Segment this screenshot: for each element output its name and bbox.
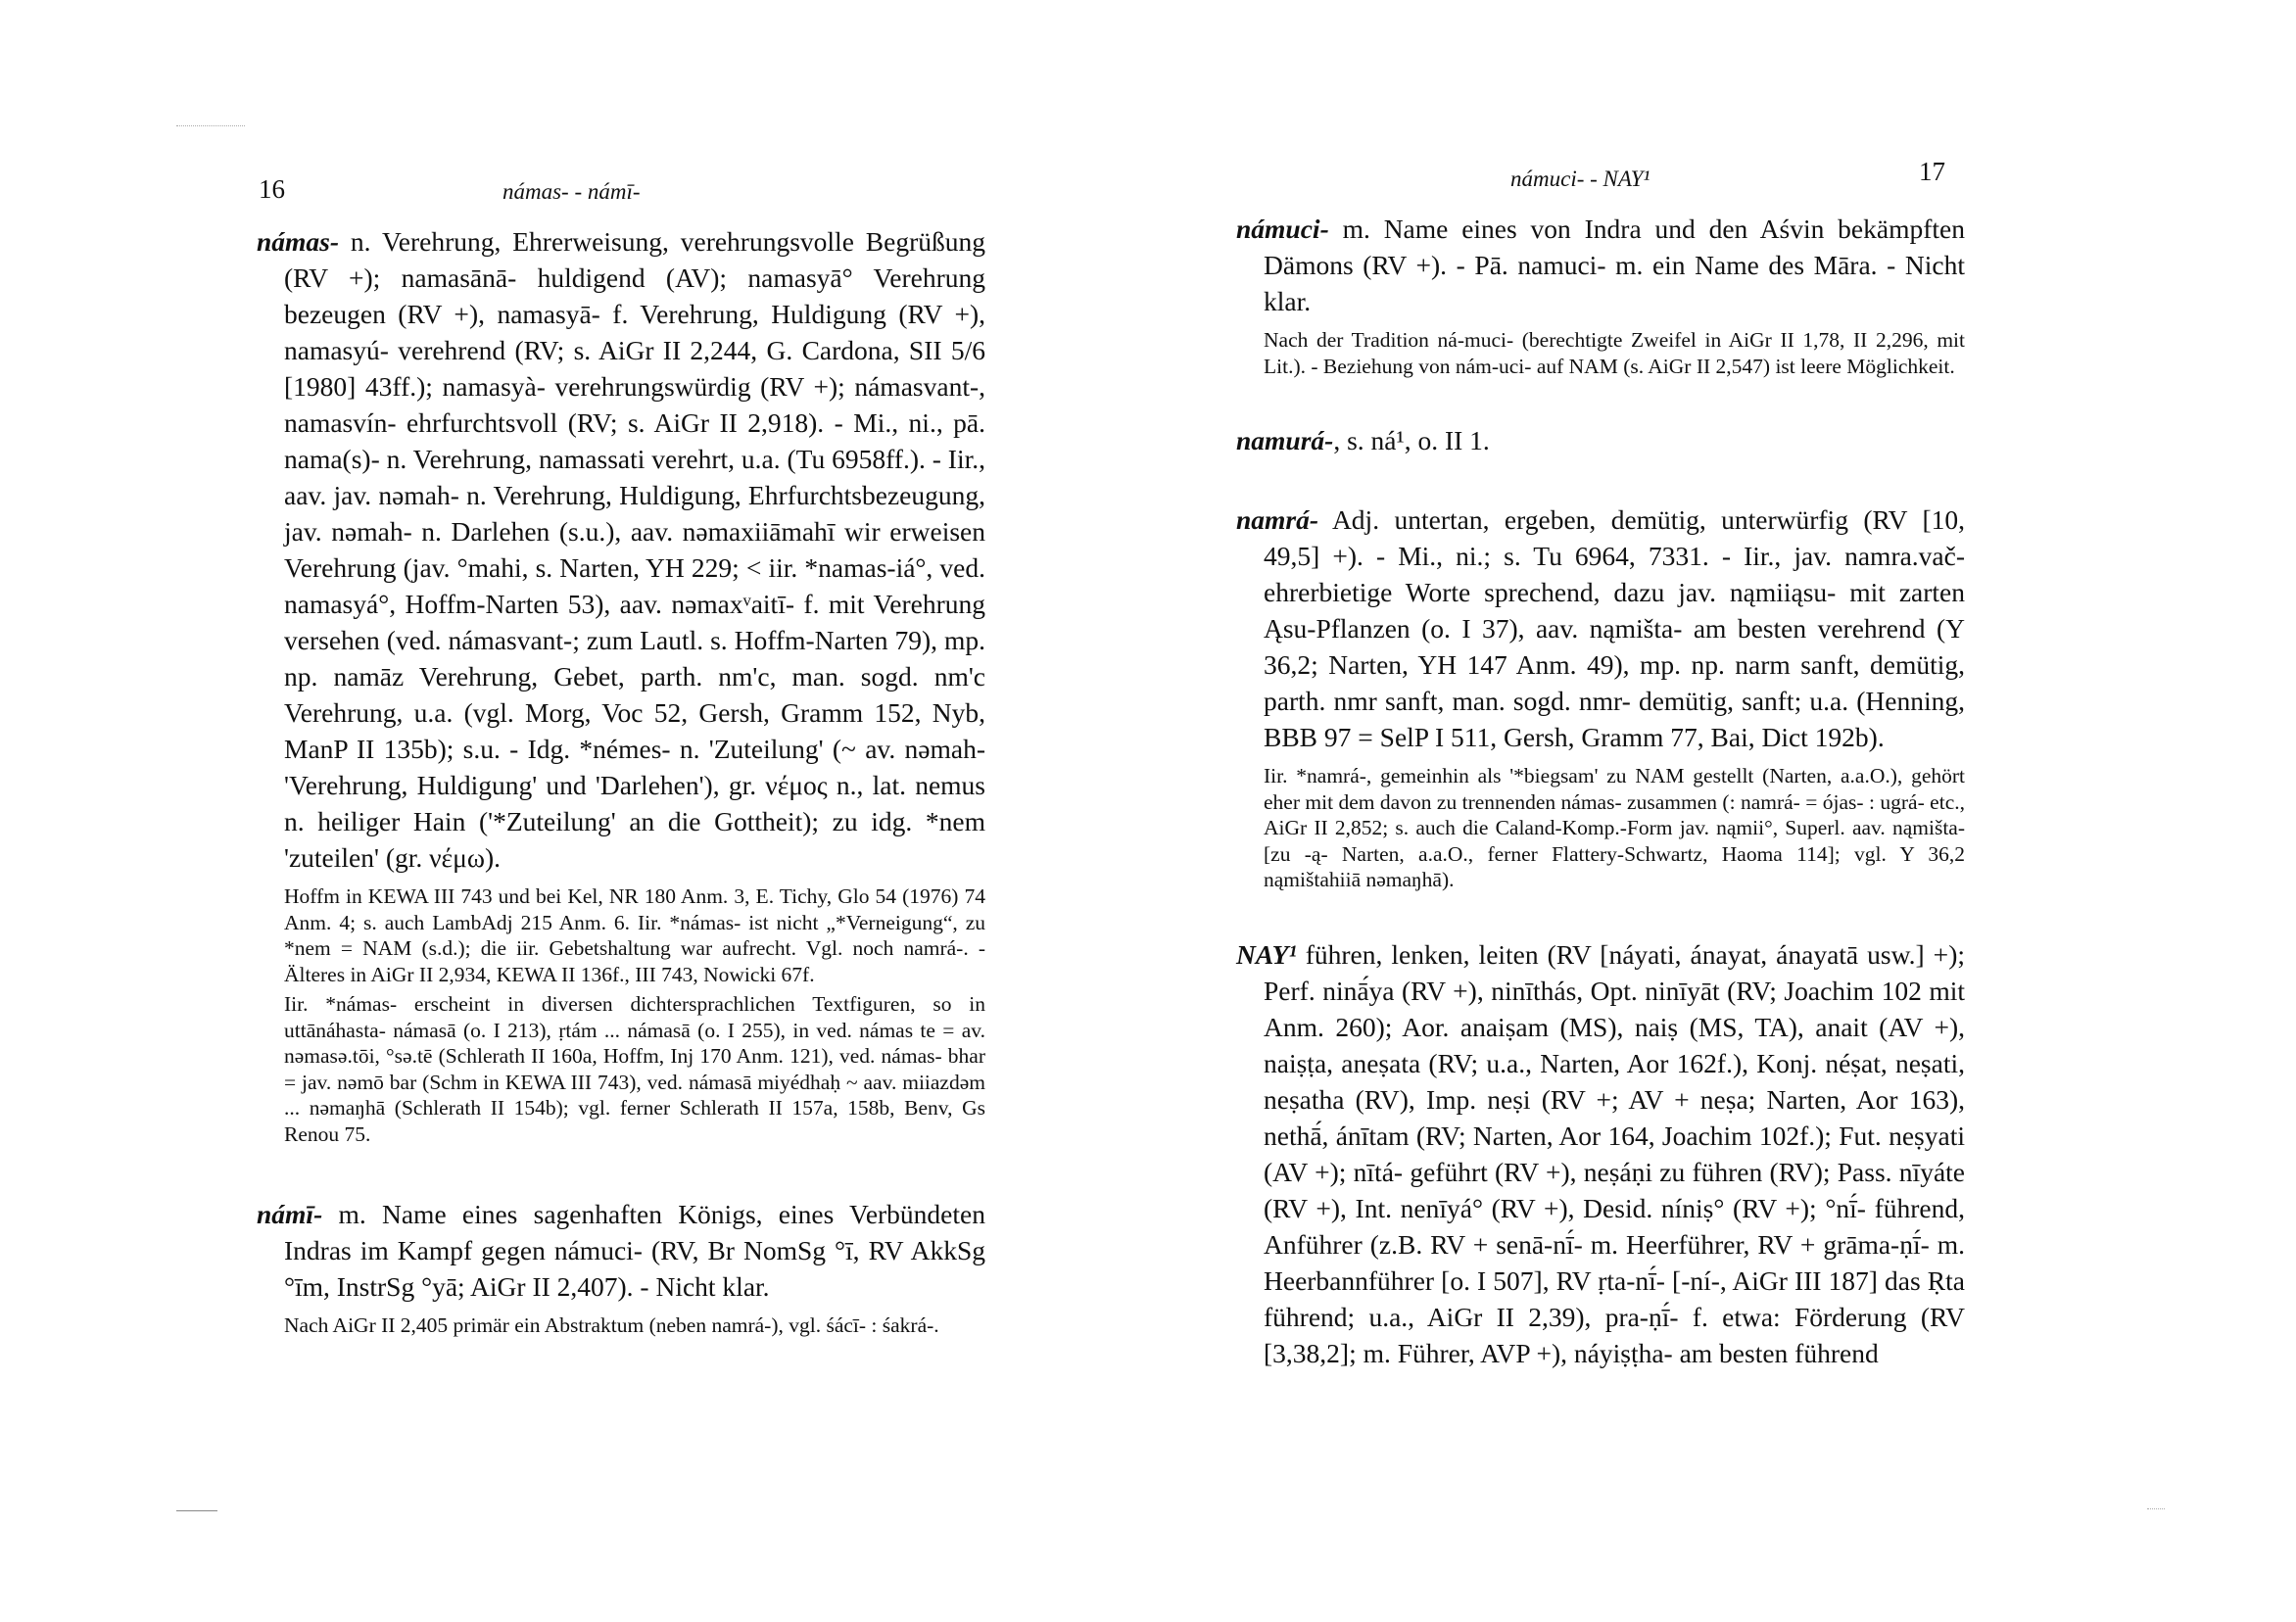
entry-nay <box>1236 936 1965 1371</box>
entry-body <box>1236 501 1965 755</box>
note: Hoffm in KEWA III 743 und bei Kel, NR 180 Anm. 3, E. Tichy, Glo 54 (1976) 74 Anm. 4; s. auch LambAdj 215 Anm. 6. Iir. *námas- ist nicht „*Verneigung“, zu *nem = NAM (s.d.); die iir. Gebetshaltung war aufrecht. Vgl. noch namrá-. - Älteres in AiGr II 2,934, KEWA II 136f., III 743, Nowicki 67f. <box>284 884 985 986</box>
note: Nach der Tradition ná-muci- (berechtigte Zweifel in AiGr II 1,78, II 2,296, mit Lit.). - Beziehung von nám-uci- auf NAM (s. AiGr II 2,547) ist leere Möglichkeit. <box>1264 328 1965 378</box>
entry-namas <box>257 223 985 1147</box>
entry-nami <box>257 1196 985 1339</box>
entry-body <box>1236 422 1965 458</box>
entry-body <box>1236 936 1965 1371</box>
definition: m. Name eines von Indra und den Aśvin bekämpften Dämons (RV +). - Pā. namuci- m. ein Name des Māra. - Nicht klar. <box>1264 214 1965 316</box>
note: Iir. *námas- erscheint in diversen dichtersprachlichen Textfiguren, so in uttānáhasta- námasā (o. I 213), ṛtám ... námasā (o. I 255), in ved. námas te = av. nəmasə.tōi, °sə.tē (Schlerath II 160a, Hoffm, Inj 170 Anm. 121), ved. námas- bhar = jav. nəmō bar (Schm in KEWA III 743), ved. námasā miyédhaḥ ~ aav. miiazdəm ... nəmaŋhā (Schlerath II 154b); vgl. ferner Schlerath II 157a, 158b, Benv, Gs Renou 75. <box>284 992 985 1146</box>
note: Nach AiGr II 2,405 primär ein Abstraktum (neben namrá-), vgl. śácī- : śakrá-. <box>284 1313 939 1337</box>
definition: führen, lenken, leiten (RV [náyati, ánayat, ánayatā usw.] +); Perf. ninā́ya (RV +), ninīthás, Opt. ninīyāt (RV; Joachim 102 mit Anm. 260); Aor. anaiṣam (MS), naiṣ (MS, TA), anait (AV +), naiṣṭa, aneṣata (RV; u.a., Narten, Aor 162f.), Konj. néṣat, neṣati, neṣatha (RV), Imp. neṣi (RV +; AV + neṣa; Narten, Aor 163), nethā́, ánītam (RV; Narten, Aor 164, Joachim 102f.); Fut. neṣyati (AV +); nītá- geführt (RV +), neṣáṇi zu führen (RV); Pass. nīyáte (RV +), Int. nenīyá° (RV +), Desid. níniṣ° (RV +); °nī́- führend, Anführer (z.B. RV + senā-nī́- m. Heerführer, RV + grāma-ṇī́- m. Heerbannführer [o. I 507], RV ṛta-nī́- [-ní-, AiGr III 187] das Ṛta führend; u.a., AiGr II 2,39), pra-ṇī́- f. etwa: Förderung (RV [3,38,2]; m. Führer, AVP +), náyiṣṭha- am besten führend <box>1264 938 1965 1368</box>
running-head: námuci- - NAY¹ <box>1510 167 1650 191</box>
headword: namurá- <box>1236 425 1334 455</box>
entry-namra <box>1236 501 1965 893</box>
definition: m. Name eines sagenhaften Königs, eines Verbündeten Indras im Kampf gegen námuci- (RV, Br NomSg °ī, RV AkkSg °īm, InstrSg °yā; AiGr II 2,407). - Nicht klar. <box>284 1199 985 1302</box>
margin-mark <box>176 1510 217 1511</box>
entry-body <box>257 1196 985 1305</box>
note: Iir. *namrá-, gemeinhin als '*biegsam' zu NAM gestellt (Narten, a.a.O.), gehört eher mit dem davon zu trennenden námas- zusammen (: namrá- = ójas- : ugrá- etc., AiGr II 2,852; s. auch die Caland-Komp.-Form jav. nąmii°, Superl. aav. nąmišta- [zu -ą- Narten, a.a.O., ferner Flattery-Schwartz, Haoma 114]; vgl. Y 36,2 nąmištahiiā nəmaŋhā). <box>1264 764 1965 891</box>
definition: Adj. untertan, ergeben, demütig, unterwürfig (RV [10, 49,5] +). - Mi., ni.; s. Tu 6964, 7331. - Iir., jav. namra.vač- ehrerbietige Worte sprechend, dazu jav. nąmiiąsu- mit zarten Ąsu-Pflanzen (o. I 37), aav. nąmišta- am besten verehrend (Y 36,2; Narten, YH 147 Anm. 49), mp. np. narm sanft, demütig, parth. nmr sanft, man. sogd. nmr- demütig, sanft; u.a. (Henning, BBB 97 = SelP I 511, Gersh, Gramm 77, Bai, Dict 192b). <box>1264 504 1965 752</box>
entry-body <box>257 223 985 876</box>
entry-namuci <box>1236 211 1965 379</box>
margin-mark <box>176 125 245 126</box>
running-head: námas- - námī- <box>502 179 641 204</box>
definition: , s. ná¹, o. II 1. <box>1333 425 1490 455</box>
entry-body <box>1236 211 1965 319</box>
entry-namura <box>1236 422 1965 458</box>
right-page <box>1148 0 2296 1622</box>
page-number: 17 <box>1919 157 1945 186</box>
definition: n. Verehrung, Ehrerweisung, verehrungsvolle Begrüßung (RV +); namasānā- huldigend (AV); namasyā° Verehrung bezeugen (RV +), namasyā- f. Verehrung, Huldigung (RV +), namasyú- verehrend (RV; s. AiGr II 2,244, G. Cardona, SII 5/6 [1980] 43ff.); namasyà- verehrungswürdig (RV +); námasvant-, namasvín- ehrfurchtsvoll (RV; s. AiGr II 2,918). - Mi., ni., pā. nama(s)- n. Verehrung, namassati verehrt, u.a. (Tu 6958ff.). - Iir., aav. jav. nəmah- n. Verehrung, Huldigung, Ehrfurchtsbezeugung, jav. nəmah- n. Darlehen (s.u.), aav. nəmaxiiāmahī wir erweisen Verehrung (jav. °mahi, s. Narten, YH 229; < iir. *namas-iá°, ved. namasyá°, Hoffm-Narten 53), aav. nəmaxᵛaitī- f. mit Verehrung versehen (ved. námasvant-; zum Lautl. s. Hoffm-Narten 79), mp. np. namāz Verehrung, Gebet, parth. nm'c, man. sogd. nm'c Verehrung, u.a. (vgl. Morg, Voc 52, Gersh, Gramm 152, Nyb, ManP II 135b); s.u. - Idg. *némes- n. 'Zuteilung' (~ av. nəmah- 'Verehrung, Huldigung' und 'Darlehen'), gr. νέμος n., lat. nemus n. heiliger Hain ('*Zuteilung' an die Gottheit); zu idg. *nem 'zuteilen' (gr. νέμω). <box>284 226 985 873</box>
headword: NAY¹ <box>1236 938 1297 970</box>
margin-mark <box>2147 1508 2165 1509</box>
headword: námas- <box>257 226 340 257</box>
left-column <box>257 223 985 1382</box>
headword: námī- <box>257 1199 323 1229</box>
headword: namrá- <box>1236 504 1319 535</box>
right-column <box>1236 211 1965 1414</box>
headword: námuci- <box>1236 214 1329 244</box>
page-number: 16 <box>259 174 285 204</box>
